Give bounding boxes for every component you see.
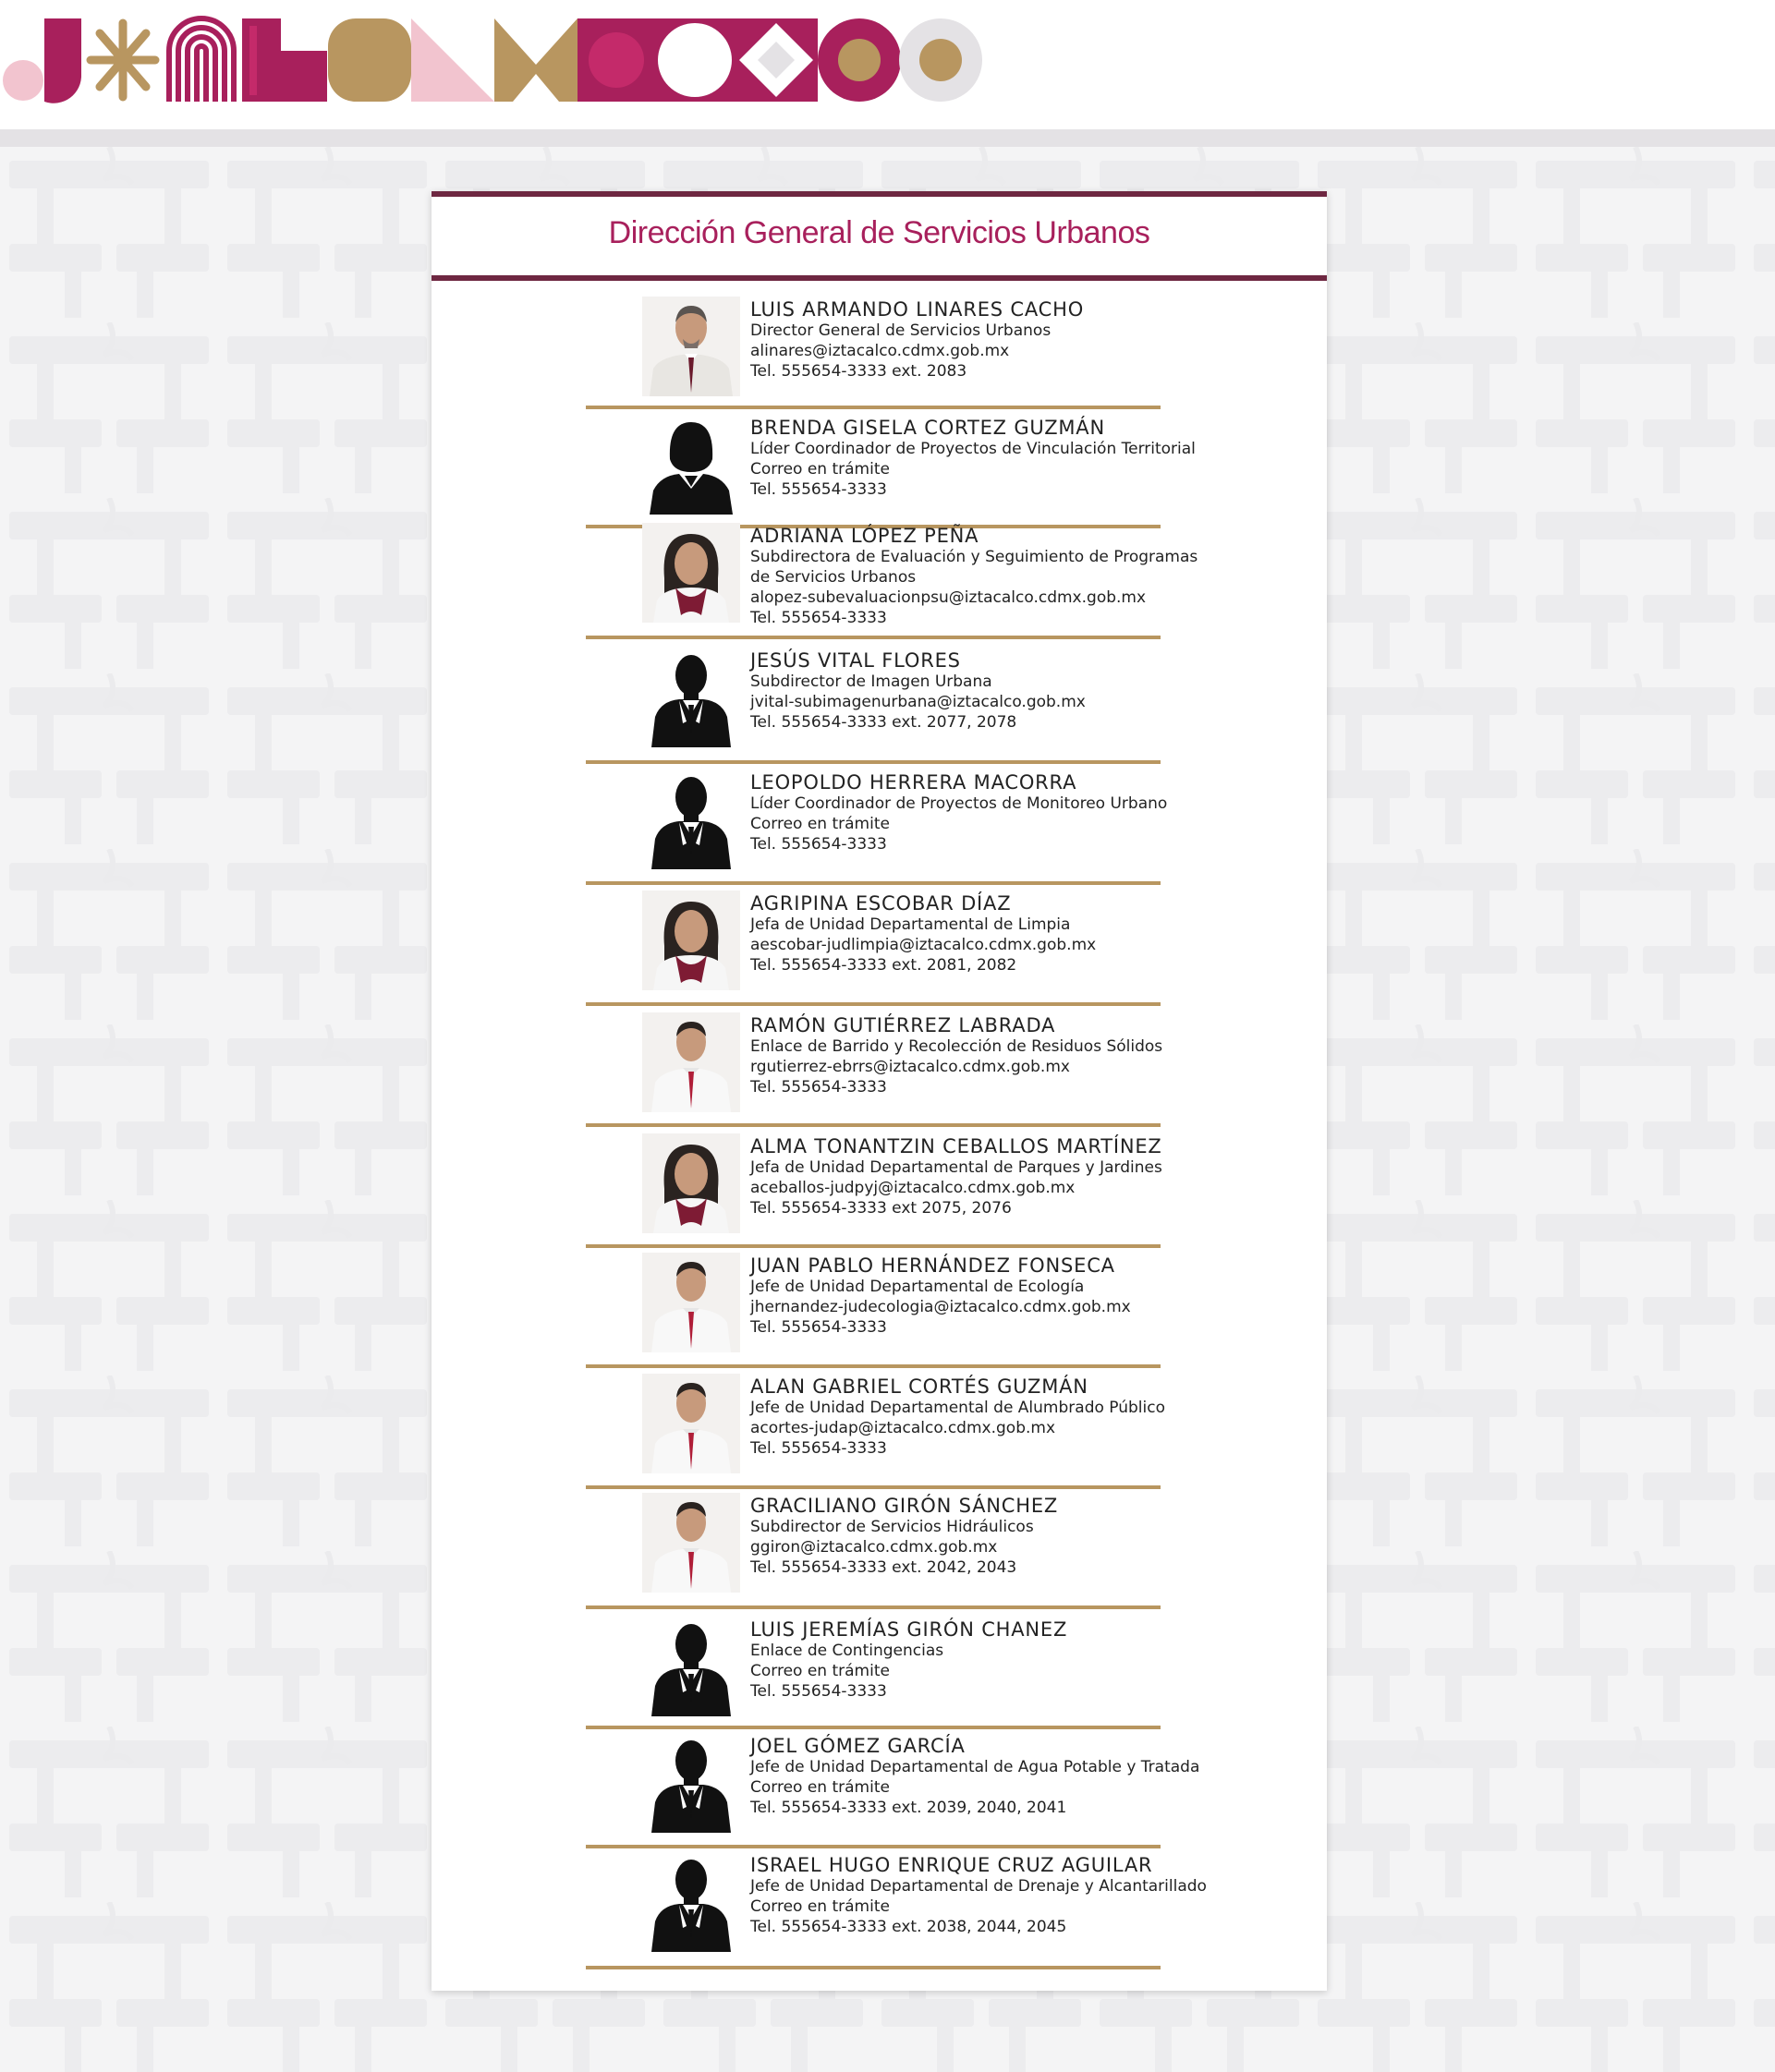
- entry-separator: [586, 636, 1161, 639]
- staff-name: ALAN GABRIEL CORTÉS GUZMÁN: [750, 1375, 1088, 1398]
- staff-name: LUIS ARMANDO LINARES CACHO: [750, 298, 1085, 321]
- staff-info: [750, 417, 1268, 500]
- staff-phone: Tel. 555654-3333: [750, 1682, 887, 1701]
- staff-email-link[interactable]: alopez-subevaluacionpsu@iztacalco.cdmx.gob.mx: [750, 588, 1147, 607]
- staff-name: GRACILIANO GIRÓN SÁNCHEZ: [750, 1495, 1059, 1517]
- man-silhouette-icon: [642, 1617, 740, 1716]
- staff-info: [750, 1375, 1268, 1459]
- staff-detail: de Servicios Urbanos: [750, 568, 917, 587]
- staff-info: [750, 298, 1268, 382]
- entry-separator: [586, 1485, 1161, 1489]
- staff-info: [750, 771, 1268, 854]
- staff-info: [750, 1735, 1268, 1818]
- man-silhouette-icon: [642, 648, 740, 747]
- staff-name: LEOPOLDO HERRERA MACORRA: [750, 771, 1077, 794]
- staff-detail: Líder Coordinador de Proyectos de Monitoreo Urbano: [750, 794, 1168, 813]
- staff-name: JUAN PABLO HERNÁNDEZ FONSECA: [750, 1254, 1115, 1277]
- staff-email-link[interactable]: alinares@iztacalco.cdmx.gob.mx: [750, 342, 1010, 360]
- staff-detail: Subdirector de Imagen Urbana: [750, 672, 992, 691]
- staff-phone: Tel. 555654-3333 ext. 2042, 2043: [750, 1558, 1017, 1577]
- staff-info: [750, 649, 1268, 733]
- staff-phone: Tel. 555654-3333: [750, 609, 887, 627]
- staff-name: JESÚS VITAL FLORES: [750, 649, 961, 672]
- staff-detail: Correo en trámite: [750, 460, 890, 479]
- staff-name: LUIS JEREMÍAS GIRÓN CHANEZ: [750, 1618, 1068, 1641]
- staff-detail: Líder Coordinador de Proyectos de Vinculación Territorial: [750, 440, 1196, 458]
- staff-email-link[interactable]: aceballos-judpyj@iztacalco.cdmx.gob.mx: [750, 1179, 1076, 1197]
- staff-photo: [642, 1012, 740, 1112]
- staff-info: [750, 1254, 1268, 1338]
- staff-photo: [642, 297, 740, 396]
- staff-phone: Tel. 555654-3333 ext. 2038, 2044, 2045: [750, 1918, 1067, 1936]
- staff-phone: Tel. 555654-3333: [750, 1318, 887, 1337]
- page-title: Dirección General de Servicios Urbanos: [608, 215, 1150, 250]
- staff-detail: Jefe de Unidad Departamental de Drenaje y Alcantarillado: [750, 1877, 1207, 1896]
- entry-separator: [586, 406, 1161, 409]
- staff-phone: Tel. 555654-3333: [750, 1439, 887, 1458]
- staff-email-link[interactable]: rgutierrez-ebrrs@iztacalco.cdmx.gob.mx: [750, 1058, 1070, 1076]
- staff-info: [750, 1014, 1268, 1097]
- staff-name: ISRAEL HUGO ENRIQUE CRUZ AGUILAR: [750, 1854, 1153, 1876]
- staff-phone: Tel. 555654-3333 ext. 2077, 2078: [750, 713, 1017, 732]
- staff-name: AGRIPINA ESCOBAR DÍAZ: [750, 892, 1012, 915]
- staff-phone: Tel. 555654-3333 ext 2075, 2076: [750, 1199, 1012, 1218]
- entry-separator: [586, 760, 1161, 764]
- woman-silhouette-icon: [642, 415, 740, 515]
- staff-name: BRENDA GISELA CORTEZ GUZMÁN: [750, 417, 1105, 439]
- entry-separator: [586, 1002, 1161, 1006]
- staff-email-link[interactable]: aescobar-judlimpia@iztacalco.cdmx.gob.mx: [750, 936, 1097, 954]
- staff-email-link[interactable]: ggiron@iztacalco.cdmx.gob.mx: [750, 1538, 998, 1557]
- staff-photo: [642, 1133, 740, 1233]
- staff-detail: Subdirector de Servicios Hidráulicos: [750, 1518, 1034, 1536]
- staff-detail: Correo en trámite: [750, 1778, 890, 1797]
- staff-name: ALMA TONANTZIN CEBALLOS MARTÍNEZ: [750, 1135, 1162, 1157]
- staff-info: [750, 1854, 1268, 1937]
- staff-detail: Jefe de Unidad Departamental de Ecología: [750, 1278, 1085, 1296]
- staff-photo: [642, 1493, 740, 1593]
- entry-separator: [586, 1726, 1161, 1729]
- staff-info: [750, 892, 1268, 975]
- staff-email-link[interactable]: jvital-subimagenurbana@iztacalco.gob.mx: [750, 693, 1086, 711]
- staff-phone: Tel. 555654-3333: [750, 835, 887, 854]
- entry-separator: [586, 1364, 1161, 1368]
- geometric-logo-strip: [0, 0, 989, 129]
- staff-detail: Jefe de Unidad Departamental de Agua Potable y Tratada: [750, 1758, 1200, 1776]
- staff-detail: Jefe de Unidad Departamental de Alumbrado Público: [750, 1399, 1165, 1417]
- entry-separator: [586, 1605, 1161, 1609]
- staff-photo: [642, 523, 740, 623]
- entry-separator: [586, 1244, 1161, 1248]
- staff-phone: Tel. 555654-3333 ext. 2039, 2040, 2041: [750, 1799, 1067, 1817]
- staff-info: [750, 1495, 1268, 1578]
- staff-detail: Enlace de Contingencias: [750, 1642, 944, 1660]
- staff-email-link[interactable]: jhernandez-judecologia@iztacalco.cdmx.gob.mx: [750, 1298, 1131, 1316]
- staff-name: JOEL GÓMEZ GARCÍA: [750, 1735, 966, 1757]
- staff-phone: Tel. 555654-3333: [750, 1078, 887, 1097]
- man-silhouette-icon: [642, 1852, 740, 1952]
- entry-separator: [586, 881, 1161, 885]
- staff-detail: Subdirectora de Evaluación y Seguimiento de Programas: [750, 548, 1198, 566]
- staff-photo: [642, 1374, 740, 1473]
- staff-name: ADRIANA LÓPEZ PEÑA: [750, 525, 979, 547]
- staff-email-link[interactable]: acortes-judap@iztacalco.cdmx.gob.mx: [750, 1419, 1056, 1437]
- staff-phone: Tel. 555654-3333 ext. 2083: [750, 362, 967, 381]
- man-silhouette-icon: [642, 769, 740, 869]
- staff-photo: [642, 891, 740, 990]
- top-banner: [0, 0, 1775, 129]
- staff-name: RAMÓN GUTIÉRREZ LABRADA: [750, 1014, 1056, 1036]
- staff-photo: [642, 1253, 740, 1352]
- directory-card: [432, 191, 1327, 1991]
- staff-info: [750, 525, 1268, 628]
- entry-separator: [586, 1845, 1161, 1848]
- staff-phone: Tel. 555654-3333 ext. 2081, 2082: [750, 956, 1017, 975]
- card-top-rule: [432, 191, 1327, 197]
- man-silhouette-icon: [642, 1733, 740, 1833]
- staff-detail: Correo en trámite: [750, 815, 890, 833]
- staff-phone: Tel. 555654-3333: [750, 480, 887, 499]
- staff-detail: Jefa de Unidad Departamental de Parques y Jardines: [750, 1158, 1162, 1177]
- staff-detail: Correo en trámite: [750, 1897, 890, 1916]
- staff-detail: Jefa de Unidad Departamental de Limpia: [750, 915, 1071, 934]
- title-rule: [432, 275, 1327, 281]
- staff-info: [750, 1618, 1268, 1702]
- entry-separator: [586, 1123, 1161, 1127]
- staff-info: [750, 1135, 1268, 1218]
- entry-separator: [586, 1966, 1161, 1969]
- staff-detail: Enlace de Barrido y Recolección de Residuos Sólidos: [750, 1037, 1163, 1056]
- staff-detail: Correo en trámite: [750, 1662, 890, 1680]
- header-divider: [0, 129, 1775, 147]
- staff-detail: Director General de Servicios Urbanos: [750, 321, 1052, 340]
